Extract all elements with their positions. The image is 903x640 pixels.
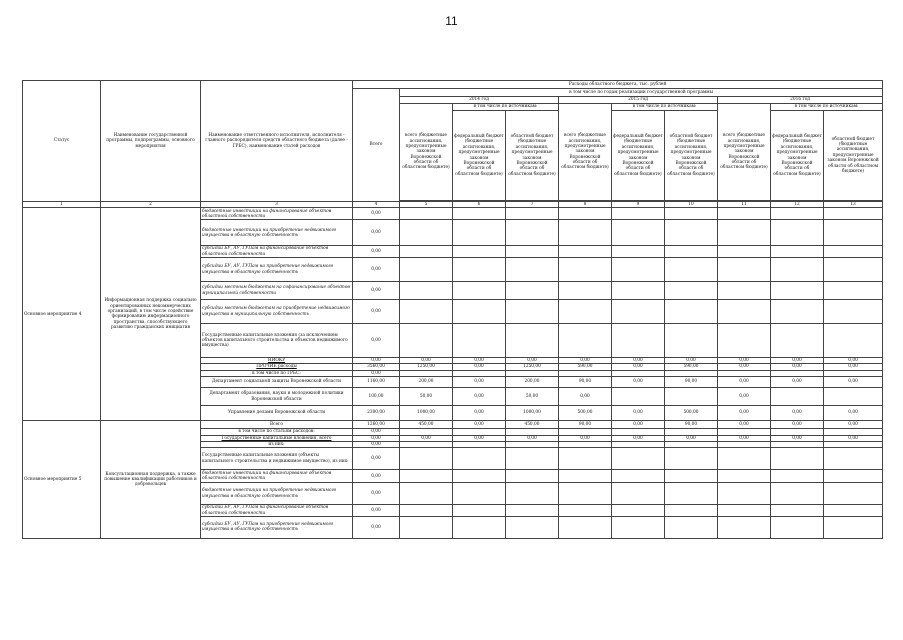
row-label: Департамент социальной защиты Воронежской области bbox=[201, 377, 353, 388]
row-value: 0,00 bbox=[353, 505, 400, 517]
header-col-federal: федеральный бюджет (бюджетные ассигнования, предусмотренные законом Воронежской области об областном бюджете) bbox=[771, 111, 824, 201]
row-value bbox=[665, 208, 718, 220]
row-value: 0,00 bbox=[353, 220, 400, 246]
row-value bbox=[506, 220, 559, 246]
row-value bbox=[665, 483, 718, 505]
row-value: 0,00 bbox=[453, 358, 506, 364]
row-value bbox=[771, 470, 824, 483]
row-value bbox=[771, 505, 824, 517]
column-number: 8 bbox=[559, 202, 612, 208]
row-label: бюджетные инвестиции на приобретение недвижимого имущества в областную собственность bbox=[201, 220, 353, 246]
row-value bbox=[612, 483, 665, 505]
row-label: Управление делами Воронежской области bbox=[201, 406, 353, 421]
row-value bbox=[506, 246, 559, 258]
row-label: бюджетные инвестиции на приобретение недвижимого имущества в областную собственность bbox=[201, 483, 353, 505]
row-value bbox=[718, 505, 771, 517]
row-value: 90,00 bbox=[559, 421, 612, 429]
row-label: из них: bbox=[201, 441, 353, 447]
header-col-total: всего (бюджетные ассигнования, предусмотренные законом Воронежской области об областном бюджете) bbox=[400, 104, 453, 201]
row-value bbox=[718, 516, 771, 538]
row-value bbox=[771, 516, 824, 538]
row-value: 0,00 bbox=[353, 258, 400, 282]
row-value: 0,00 bbox=[771, 435, 824, 441]
row-label: бюджетные инвестиции на финансирование объектов областной собственности bbox=[201, 208, 353, 220]
row-value bbox=[453, 220, 506, 246]
row-program-name: Консультационная поддержка, а также повышение квалификации работников и добровольцев bbox=[101, 421, 201, 539]
row-value: 200,00 bbox=[506, 377, 559, 388]
row-value bbox=[718, 220, 771, 246]
row-label: субсидии БУ, АУ, ГУПам на приобретение недвижимого имущества в областную собственность bbox=[201, 516, 353, 538]
row-value bbox=[718, 470, 771, 483]
row-value bbox=[771, 246, 824, 258]
column-number: 6 bbox=[453, 202, 506, 208]
header-program-name: Наименование государственной программы, подпрограммы, основного мероприятия bbox=[101, 81, 201, 202]
row-value: 0,00 bbox=[612, 435, 665, 441]
row-value: 0,00 bbox=[453, 435, 506, 441]
column-number: 12 bbox=[771, 202, 824, 208]
row-value: 0,00 bbox=[353, 208, 400, 220]
header-col-federal: федеральный бюджет (бюджетные ассигнования, предусмотренные законом Воронежской области об областном бюджете) bbox=[453, 111, 506, 201]
row-value: 0,00 bbox=[612, 377, 665, 388]
row-value bbox=[453, 448, 506, 470]
row-value: 0,00 bbox=[612, 358, 665, 364]
header-by-sources: в том числе по источникам: bbox=[612, 104, 718, 111]
row-value: 1160,00 bbox=[353, 377, 400, 388]
column-number: 10 bbox=[665, 202, 718, 208]
row-value bbox=[506, 470, 559, 483]
row-value bbox=[400, 220, 453, 246]
row-value bbox=[453, 282, 506, 300]
header-col-federal: федеральный бюджет (бюджетные ассигнования, предусмотренные законом Воронежской области об областном бюджете) bbox=[612, 111, 665, 201]
row-value: 0,00 bbox=[353, 358, 400, 364]
column-number: 3 bbox=[201, 202, 353, 208]
row-value bbox=[453, 208, 506, 220]
row-label: Государственные капитальные вложения, всего bbox=[201, 435, 353, 441]
row-value bbox=[506, 282, 559, 300]
column-number: 11 bbox=[718, 202, 771, 208]
header-status: Статус bbox=[23, 81, 101, 202]
row-value bbox=[718, 258, 771, 282]
row-value bbox=[824, 300, 883, 324]
row-value: 200,00 bbox=[400, 377, 453, 388]
row-label: субсидии БУ, АУ, ГУПам на финансирование объектов областной собственности bbox=[201, 246, 353, 258]
row-value: 100,00 bbox=[353, 388, 400, 406]
row-value bbox=[453, 470, 506, 483]
row-value: 0,00 bbox=[612, 406, 665, 421]
row-value bbox=[771, 483, 824, 505]
row-value: 0,00 bbox=[453, 406, 506, 421]
row-value: 50,00 bbox=[506, 388, 559, 406]
row-value: 0,00 bbox=[718, 421, 771, 429]
section-5 bbox=[23, 421, 883, 539]
row-value bbox=[824, 324, 883, 358]
row-value bbox=[665, 470, 718, 483]
row-value bbox=[824, 388, 883, 406]
row-label: ПРОЧИЕ расходы bbox=[201, 364, 353, 370]
row-value bbox=[665, 388, 718, 406]
row-value: 0,00 bbox=[353, 441, 400, 447]
row-value bbox=[559, 282, 612, 300]
header-budget-title: Расходы областного бюджета, тыс. рублей bbox=[353, 81, 883, 89]
row-value: 2300,00 bbox=[353, 406, 400, 421]
header-year-2016: 2016 год bbox=[718, 97, 883, 104]
row-label: субсидии БУ, АУ, ГУПам на финансирование объектов областной собственности bbox=[201, 505, 353, 517]
row-value bbox=[665, 324, 718, 358]
row-value: 0,00 bbox=[718, 377, 771, 388]
row-value bbox=[665, 505, 718, 517]
row-value: 1000,00 bbox=[400, 406, 453, 421]
row-value bbox=[824, 258, 883, 282]
row-value bbox=[559, 258, 612, 282]
row-value: 0,00 bbox=[771, 358, 824, 364]
row-value: 0,00 bbox=[612, 364, 665, 370]
row-value bbox=[612, 448, 665, 470]
row-value: 0,00 bbox=[665, 435, 718, 441]
row-value: 0,00 bbox=[718, 358, 771, 364]
row-value: 0,00 bbox=[771, 364, 824, 370]
row-value bbox=[400, 483, 453, 505]
row-value bbox=[400, 246, 453, 258]
row-value bbox=[506, 258, 559, 282]
row-value bbox=[718, 324, 771, 358]
row-value bbox=[559, 208, 612, 220]
row-label: Департамент образования, науки и молодежной политики Воронежской области bbox=[201, 388, 353, 406]
row-value: 0,00 bbox=[353, 470, 400, 483]
row-value bbox=[718, 246, 771, 258]
row-value bbox=[453, 300, 506, 324]
row-value bbox=[824, 448, 883, 470]
row-value: 0,00 bbox=[771, 406, 824, 421]
header-col-total: всего (бюджетные ассигнования, предусмотренные законом Воронежской области об областном бюджете) bbox=[718, 104, 771, 201]
row-value bbox=[612, 258, 665, 282]
row-value bbox=[559, 300, 612, 324]
column-number: 7 bbox=[506, 202, 559, 208]
row-value: 0,00 bbox=[400, 435, 453, 441]
row-value bbox=[612, 516, 665, 538]
row-value: 0,00 bbox=[353, 246, 400, 258]
row-value bbox=[824, 516, 883, 538]
row-value bbox=[665, 448, 718, 470]
row-value: 0,00 bbox=[353, 370, 400, 376]
row-status: Основное мероприятие 4 bbox=[23, 208, 101, 421]
row-value bbox=[400, 300, 453, 324]
row-value: 0,00 bbox=[353, 516, 400, 538]
row-label: Всего bbox=[201, 421, 353, 429]
row-value bbox=[612, 388, 665, 406]
header-by-sources: в том числе по источникам: bbox=[771, 104, 883, 111]
section-4 bbox=[23, 208, 883, 421]
row-value bbox=[718, 208, 771, 220]
budget-table bbox=[22, 80, 883, 539]
row-value: 1260,00 bbox=[353, 421, 400, 429]
row-value: 1250,00 bbox=[400, 364, 453, 370]
row-value: 0,00 bbox=[559, 358, 612, 364]
row-value bbox=[559, 246, 612, 258]
column-number: 5 bbox=[400, 202, 453, 208]
row-value bbox=[559, 324, 612, 358]
row-value: 0,00 bbox=[506, 358, 559, 364]
row-value bbox=[453, 258, 506, 282]
row-value: 0,00 bbox=[718, 364, 771, 370]
row-value bbox=[559, 220, 612, 246]
table-row bbox=[23, 421, 883, 429]
row-value bbox=[665, 246, 718, 258]
row-value: 590,00 bbox=[665, 364, 718, 370]
row-value: 0,00 bbox=[824, 435, 883, 441]
row-value bbox=[824, 208, 883, 220]
row-value bbox=[453, 505, 506, 517]
row-value bbox=[612, 282, 665, 300]
column-number: 1 bbox=[23, 202, 101, 208]
row-value bbox=[665, 300, 718, 324]
row-value: 0,00 bbox=[453, 421, 506, 429]
column-number: 4 bbox=[353, 202, 400, 208]
row-value bbox=[771, 208, 824, 220]
row-value bbox=[771, 300, 824, 324]
row-value: 0,00 bbox=[559, 388, 612, 406]
row-value bbox=[824, 505, 883, 517]
row-value bbox=[612, 208, 665, 220]
row-value: 0,00 bbox=[353, 483, 400, 505]
row-value bbox=[506, 516, 559, 538]
row-value bbox=[400, 470, 453, 483]
row-value: 0,00 bbox=[400, 358, 453, 364]
row-value bbox=[718, 483, 771, 505]
row-value bbox=[665, 282, 718, 300]
table-row bbox=[23, 208, 883, 220]
row-value bbox=[824, 470, 883, 483]
row-status: Основное мероприятие 5 bbox=[23, 421, 101, 539]
row-value bbox=[612, 220, 665, 246]
row-value: 500,00 bbox=[665, 406, 718, 421]
row-value: 0,00 bbox=[559, 435, 612, 441]
row-value: 1000,00 bbox=[506, 406, 559, 421]
row-label: бюджетные инвестиции на финансирование объектов областной собственности bbox=[201, 470, 353, 483]
row-value bbox=[559, 516, 612, 538]
row-value bbox=[824, 282, 883, 300]
row-value: 0,00 bbox=[771, 377, 824, 388]
row-value bbox=[400, 448, 453, 470]
row-value bbox=[506, 505, 559, 517]
row-value: 0,00 bbox=[718, 406, 771, 421]
row-value: 0,00 bbox=[453, 388, 506, 406]
row-label: Государственные капитальные вложения (за исключением объектов капитального строительства и объектов недвижимого имущества) bbox=[201, 324, 353, 358]
row-value bbox=[771, 258, 824, 282]
row-label: субсидии БУ, АУ, ГУПам на приобретение недвижимого имущества в областную собственность bbox=[201, 258, 353, 282]
row-value bbox=[771, 282, 824, 300]
row-value bbox=[559, 483, 612, 505]
row-value bbox=[559, 470, 612, 483]
row-value bbox=[665, 258, 718, 282]
row-value: 50,00 bbox=[400, 388, 453, 406]
column-number: 13 bbox=[824, 202, 883, 208]
header-year-2014: 2014 год bbox=[400, 97, 559, 104]
row-value bbox=[824, 483, 883, 505]
column-number: 9 bbox=[612, 202, 665, 208]
row-value: 0,00 bbox=[353, 435, 400, 441]
row-value: 0,00 bbox=[353, 300, 400, 324]
row-value: 0,00 bbox=[718, 435, 771, 441]
row-value bbox=[612, 246, 665, 258]
row-value bbox=[718, 448, 771, 470]
row-value bbox=[453, 483, 506, 505]
row-value: 1250,00 bbox=[506, 364, 559, 370]
row-value bbox=[559, 505, 612, 517]
row-value bbox=[506, 208, 559, 220]
row-value bbox=[612, 470, 665, 483]
row-value bbox=[612, 324, 665, 358]
row-value bbox=[771, 324, 824, 358]
header-col-regional: областной бюджет (бюджетные ассигнования, предусмотренные законом Воронежской области об областном бюджете) bbox=[824, 111, 883, 201]
row-value bbox=[506, 483, 559, 505]
row-value: 0,00 bbox=[353, 448, 400, 470]
row-value: 90,00 bbox=[665, 421, 718, 429]
row-value: 3560,00 bbox=[353, 364, 400, 370]
row-label: НИОКР bbox=[201, 358, 353, 364]
row-value: 0,00 bbox=[453, 377, 506, 388]
row-label: в том числе по ГРБС: bbox=[201, 370, 353, 376]
header-year-2015: 2015 год bbox=[559, 97, 718, 104]
row-value bbox=[453, 246, 506, 258]
row-value: 0,00 bbox=[824, 377, 883, 388]
row-program-name: Информационная поддержка социально ориентированных некоммерческих организаций, в том числе содействие формированию информационного пространства, способствующего развитию гражданских инициатив bbox=[101, 208, 201, 421]
column-number: 2 bbox=[101, 202, 201, 208]
row-value bbox=[400, 505, 453, 517]
row-value: 0,00 bbox=[353, 429, 400, 435]
row-value: 0,00 bbox=[771, 421, 824, 429]
row-value bbox=[718, 282, 771, 300]
row-value bbox=[824, 246, 883, 258]
row-value: 90,00 bbox=[665, 377, 718, 388]
header-col-regional: областной бюджет (бюджетные ассигнования, предусмотренные законом Воронежской области об областном бюджете) bbox=[665, 111, 718, 201]
header-by-years: в том числе по годам реализации государственной программы bbox=[400, 89, 883, 97]
row-value: 0,00 bbox=[824, 364, 883, 370]
row-label: Государственные капитальные вложения (объекты капитального строительства и недвижимое имущество), из них: bbox=[201, 448, 353, 470]
row-value bbox=[771, 388, 824, 406]
row-value bbox=[665, 220, 718, 246]
row-label: в том числе по статьям расходов: bbox=[201, 429, 353, 435]
row-value: 450,00 bbox=[506, 421, 559, 429]
row-value: 500,00 bbox=[559, 406, 612, 421]
header-by-sources: в том числе по источникам: bbox=[453, 104, 559, 111]
row-value: 450,00 bbox=[400, 421, 453, 429]
row-value bbox=[718, 300, 771, 324]
row-value bbox=[612, 505, 665, 517]
row-value: 0,00 bbox=[353, 282, 400, 300]
row-label: субсидии местным бюджетам на приобретение недвижимого имущества в муниципальную собственность bbox=[201, 300, 353, 324]
row-value bbox=[612, 300, 665, 324]
row-value bbox=[400, 324, 453, 358]
row-value: 0,00 bbox=[353, 324, 400, 358]
row-value bbox=[559, 448, 612, 470]
row-value bbox=[400, 516, 453, 538]
row-value: 90,00 bbox=[559, 377, 612, 388]
row-value bbox=[824, 220, 883, 246]
row-value bbox=[665, 516, 718, 538]
page-number: 11 bbox=[445, 14, 458, 28]
header-col-total: всего (бюджетные ассигнования, предусмотренные законом Воронежской области об областном бюджете) bbox=[559, 104, 612, 201]
header-total: Всего bbox=[353, 89, 400, 202]
row-value bbox=[453, 516, 506, 538]
row-value: 0,00 bbox=[824, 358, 883, 364]
row-value: 0,00 bbox=[824, 406, 883, 421]
header-col-regional: областной бюджет (бюджетные ассигнования, предусмотренные законом Воронежской области об областном бюджете) bbox=[506, 111, 559, 201]
row-label: субсидии местным бюджетам на софинансирование объектов муниципальной собственности bbox=[201, 282, 353, 300]
row-value bbox=[506, 448, 559, 470]
row-value: 0,00 bbox=[718, 388, 771, 406]
row-value: 0,00 bbox=[665, 358, 718, 364]
row-value bbox=[771, 448, 824, 470]
header-executor: Наименование ответственного исполнителя, исполнителя - главного распорядителя средств областного бюджета (далее - ГРБС), наименование статей расходов bbox=[201, 81, 353, 202]
row-value bbox=[453, 324, 506, 358]
row-value bbox=[400, 282, 453, 300]
row-value bbox=[506, 300, 559, 324]
row-value: 590,00 bbox=[559, 364, 612, 370]
row-value bbox=[771, 220, 824, 246]
row-value: 0,00 bbox=[506, 435, 559, 441]
row-value: 0,00 bbox=[612, 421, 665, 429]
row-value: 0,00 bbox=[824, 421, 883, 429]
row-value bbox=[400, 258, 453, 282]
row-value bbox=[506, 324, 559, 358]
row-value: 0,00 bbox=[453, 364, 506, 370]
row-value bbox=[400, 208, 453, 220]
